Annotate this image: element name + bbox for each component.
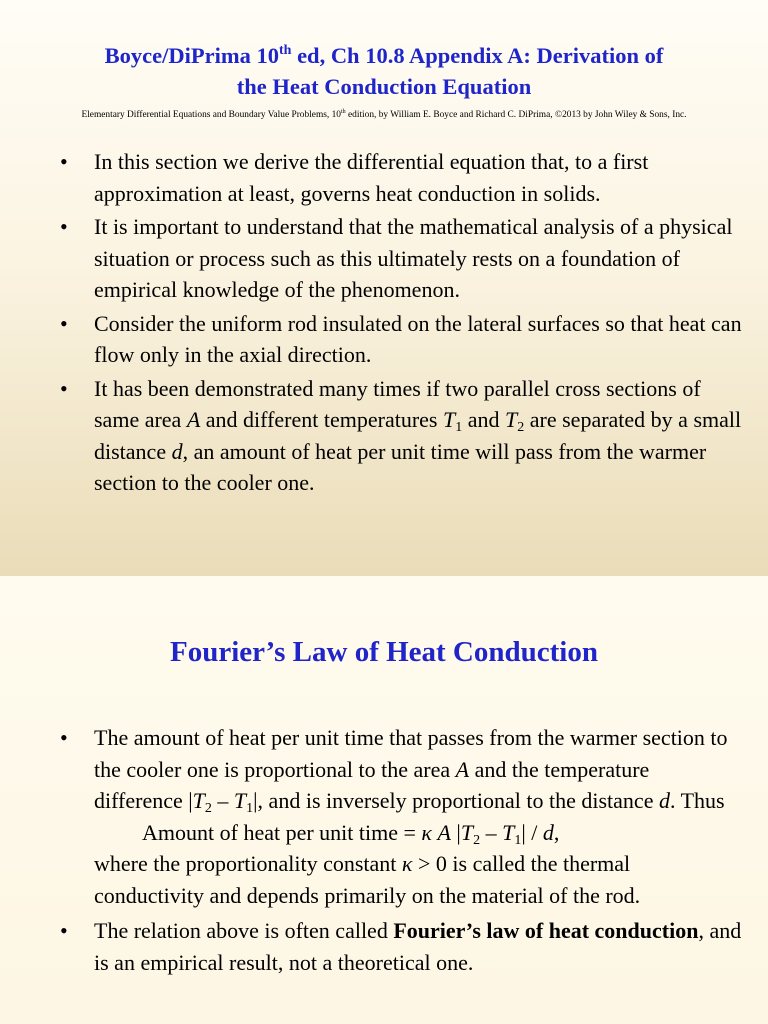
math-subscript: 2: [473, 832, 481, 848]
bullet-item: [60, 373, 742, 499]
text-run: –: [480, 819, 503, 845]
math-kappa: κ: [401, 851, 413, 876]
text-run: | /: [521, 819, 543, 845]
bullet-item: [60, 722, 742, 911]
math-var: d: [658, 788, 670, 813]
bullet-item: [60, 146, 742, 209]
slide-fouriers-law: [0, 576, 768, 1024]
math-subscript: 2: [517, 420, 525, 435]
bullet-marker: •: [60, 918, 68, 943]
bullet-text: Consider the uniform rod insulated on the lateral surfaces so that heat can flow only in the axial direction.: [94, 310, 742, 367]
equation: [94, 817, 742, 849]
bullet-list: [60, 146, 742, 501]
text-run: , an amount of heat per unit time will pass from the warmer section to the cooler one.: [94, 438, 707, 495]
text-run: The amount of heat per unit time that passes from the warmer section to the cooler one is proportional to the area: [94, 725, 728, 782]
bold-term: Fourier’s law of heat conduction: [393, 918, 699, 943]
bullet-marker: •: [60, 725, 68, 750]
text-run: where the proportionality constant: [94, 851, 402, 876]
bullet-marker: •: [60, 310, 68, 336]
text-run: and the temperature difference |: [94, 756, 650, 813]
text-run: are separated by a small distance: [94, 407, 742, 464]
citation-text: edition, by William E. Boyce and Richard C. DiPrima, ©2013 by John Wiley & Sons, Inc.: [345, 110, 687, 120]
math-var: A: [186, 407, 201, 432]
slide-title: Fourier’s Law of Heat Conduction: [170, 636, 598, 668]
math-var: T: [233, 788, 247, 813]
title-superscript: th: [278, 43, 292, 58]
text-run: –: [211, 788, 234, 813]
text-run: The relation above is often called: [94, 918, 394, 943]
bullet-item: [60, 308, 742, 371]
title-text: ed, Ch 10.8 Appendix A: Derivation of: [291, 43, 664, 68]
title-text-line2: the Heat Conduction Equation: [236, 74, 532, 99]
text-run: and: [462, 407, 506, 432]
bullet-item: [60, 915, 742, 978]
math-subscript: 2: [204, 801, 212, 816]
bullet-marker: •: [60, 375, 68, 401]
bullet-text: In this section we derive the differential equation that, to a first approximation at least, governs heat conduction in solids.: [94, 149, 649, 206]
text-run: , and is an empirical result, not a theoretical one.: [94, 918, 742, 975]
math-var: T: [505, 407, 518, 432]
math-subscript: 1: [514, 832, 522, 848]
citation: [0, 110, 768, 120]
math-var: T: [460, 819, 474, 845]
math-subscript: 1: [455, 420, 463, 435]
text-run: Amount of heat per unit time =: [142, 819, 422, 845]
text-run: > 0 is called the thermal conductivity and depends primarily on the material of the rod.: [94, 851, 641, 908]
text-run: |, and is inversely proportional to the distance: [253, 788, 659, 813]
slide-title: [30, 40, 738, 102]
bullet-list: [60, 722, 742, 982]
citation-superscript: th: [340, 109, 346, 115]
citation-text: Elementary Differential Equations and Boundary Value Problems, 10: [81, 110, 341, 120]
bullet-text: [94, 918, 741, 975]
text-run: ,: [553, 819, 560, 845]
bullet-text: [94, 725, 742, 908]
bullet-marker: •: [60, 214, 68, 239]
text-run: . Thus: [669, 788, 725, 813]
math-var: A: [455, 756, 470, 782]
title-text: Boyce/DiPrima 10: [104, 43, 279, 68]
bullet-text: It is important to understand that the mathematical analysis of a physical situation or process such as this ultimately rests on a foundation of empirical knowledge of the phenomenon.: [94, 214, 733, 302]
text-run: |: [450, 819, 461, 845]
math-subscript: 1: [246, 801, 254, 816]
text-run: and different temperatures: [200, 407, 443, 432]
math-kappa: κ: [421, 819, 432, 845]
math-var: T: [192, 788, 205, 813]
bullet-text: [94, 376, 741, 496]
text-run: It has been demonstrated many times if two parallel cross sections of same area: [94, 375, 701, 432]
math-var: T: [443, 407, 456, 432]
math-var: T: [502, 819, 515, 845]
bullet-item: [60, 211, 742, 306]
math-var: A: [437, 819, 451, 845]
math-var: d: [171, 438, 183, 464]
bullet-marker: •: [60, 149, 68, 174]
math-var: d: [542, 819, 554, 845]
